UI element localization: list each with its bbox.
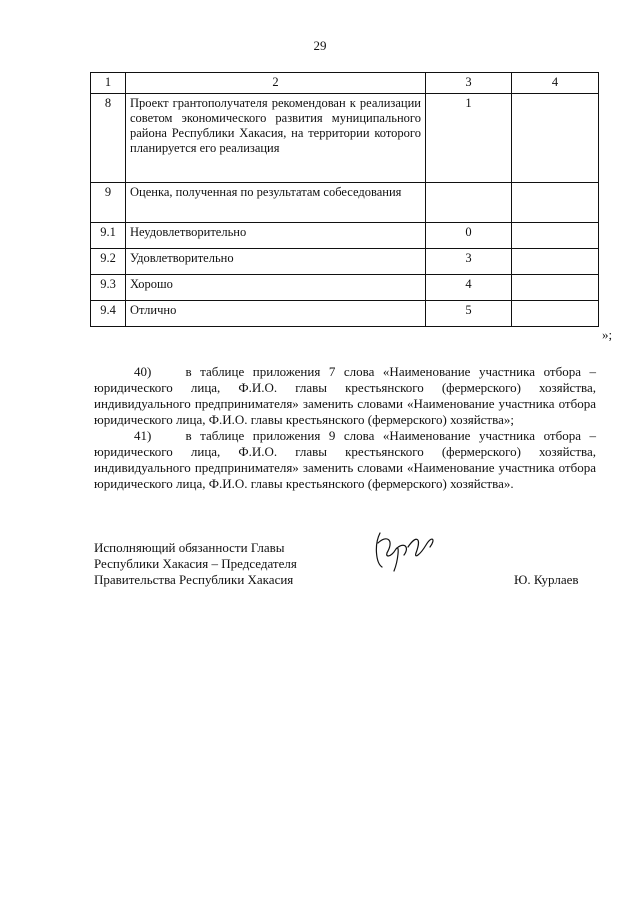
signatory-title — [94, 540, 297, 588]
amendment-paragraph-41: 41) в таблице приложения 9 слова «Наименование участника отбора – юридического лица, Ф.И.О. главы крестьянского (фермерского) хозяйства, индивидуального предпринимателя» заменить словами «Наименование участника отбора юридического лица, Ф.И.О. главы крестьянского (фермерского) хозяйства». — [94, 428, 596, 491]
row-score: 4 — [426, 275, 512, 301]
row-number: 9.2 — [91, 249, 126, 275]
signatory-title-line: Правительства Республики Хакасия — [94, 572, 294, 587]
row-col4 — [512, 301, 599, 327]
row-col4 — [512, 275, 599, 301]
signatory-title-line: Исполняющий обязанности Главы — [94, 540, 285, 555]
criteria-table — [90, 72, 599, 327]
row-text: Проект грантополучателя рекомендован к реализации советом экономического развития муниципального района Республики Хакасия, на территории которого планируется его реализация — [126, 94, 426, 183]
header-cell: 3 — [426, 73, 512, 94]
closing-quote-mark: »; — [602, 327, 613, 342]
row-number: 9.4 — [91, 301, 126, 327]
table-row — [91, 183, 599, 223]
row-col4 — [512, 223, 599, 249]
row-col4 — [512, 249, 599, 275]
row-number: 9 — [91, 183, 126, 223]
row-score: 1 — [426, 94, 512, 183]
row-number: 8 — [91, 94, 126, 183]
row-text: Неудовлетворительно — [126, 223, 426, 249]
table-row — [91, 223, 599, 249]
signatory-title-line: Республики Хакасия – Председателя — [94, 556, 297, 571]
row-col4 — [512, 183, 599, 223]
row-score — [426, 183, 512, 223]
table-row — [91, 249, 599, 275]
row-text: Хорошо — [126, 275, 426, 301]
row-number: 9.1 — [91, 223, 126, 249]
table-row — [91, 301, 599, 327]
table-header-row — [91, 73, 599, 94]
row-number: 9.3 — [91, 275, 126, 301]
row-text: Оценка, полученная по результатам собеседования — [126, 183, 426, 223]
header-cell: 1 — [91, 73, 126, 94]
table-row — [91, 275, 599, 301]
row-score: 5 — [426, 301, 512, 327]
table-row — [91, 94, 599, 183]
row-text: Отлично — [126, 301, 426, 327]
row-text: Удовлетворительно — [126, 249, 426, 275]
signer-name: Ю. Курлаев — [514, 572, 579, 587]
row-score: 0 — [426, 223, 512, 249]
amendment-paragraph-40: 40) в таблице приложения 7 слова «Наименование участника отбора – юридического лица, Ф.И.О. главы крестьянского (фермерского) хозяйства, индивидуального предпринимателя» заменить словами «Наименование участника отбора юридического лица, Ф.И.О. главы крестьянского (фермерского) хозяйства»; — [94, 364, 596, 427]
header-cell: 4 — [512, 73, 599, 94]
row-score: 3 — [426, 249, 512, 275]
header-cell: 2 — [126, 73, 426, 94]
row-col4 — [512, 94, 599, 183]
handwritten-signature — [370, 525, 440, 575]
page-number: 29 — [313, 38, 327, 53]
